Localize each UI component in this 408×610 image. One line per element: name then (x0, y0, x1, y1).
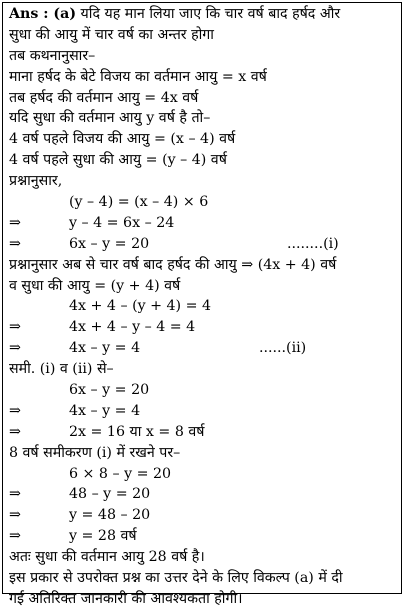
implies-arrow: ⇒ (9, 340, 21, 357)
equation-line (9, 505, 397, 526)
equation-line (9, 234, 397, 255)
text-line: 4 वर्ष पहले विजय की आयु = (x – 4) वर्ष (9, 131, 236, 148)
implies-arrow: ⇒ (9, 486, 21, 503)
text-line: इस प्रकार से उपरोक्त प्रश्न का उत्तर देने के लिए विकल्प (a) में दी (9, 570, 343, 587)
text-line: माना हर्षद के बेटे विजय का वर्तमान आयु = x वर्ष (9, 68, 267, 85)
text-line: समी. (i) व (ii) से– (9, 361, 114, 378)
equation-line (9, 192, 397, 213)
text-line: सुधा की आयु में चार वर्ष का अन्तर होगा (9, 26, 214, 43)
equation-line (9, 317, 397, 338)
implies-arrow: ⇒ (9, 319, 21, 336)
text-line: गई अतिरिक्त जानकारी की आवश्यकता होगी। (9, 590, 243, 607)
equation-line (9, 296, 397, 317)
equation-ref: ........(i) (287, 235, 339, 252)
text-line: अतः सुधा की वर्तमान आयु 28 वर्ष है। (9, 549, 205, 566)
equation: 4x – y = 4 (69, 340, 141, 357)
equation: 48 – y = 20 (69, 486, 151, 503)
text-line: 8 वर्ष समीकरण (i) में रखने पर– (9, 444, 181, 461)
implies-arrow: ⇒ (9, 214, 21, 231)
equation-line (9, 526, 397, 547)
equation: 6x – y = 20 (69, 235, 150, 252)
equation: y = 28 वर्ष (69, 528, 137, 545)
equation-line (9, 401, 397, 422)
text-line: व सुधा की आयु = (y + 4) वर्ष (9, 277, 181, 294)
equation: y = 48 – 20 (69, 507, 151, 524)
equation-ref: ......(ii) (259, 340, 307, 357)
text-line: प्रश्नानुसार, (9, 173, 63, 190)
equation-line (9, 422, 397, 443)
equation-line (9, 213, 397, 234)
equation-line (9, 380, 397, 401)
implies-arrow: ⇒ (9, 235, 21, 252)
answer-line (9, 4, 397, 25)
equation: 4x – y = 4 (69, 402, 141, 419)
answer-label: Ans : (a) (9, 6, 77, 22)
equation: 4x + 4 – (y + 4) = 4 (69, 298, 212, 315)
equation: 6 × 8 – y = 20 (69, 465, 172, 482)
text-line: प्रश्नानुसार अब से चार वर्ष बाद हर्षद की आयु ⇒ (4x + 4) वर्ष (9, 256, 337, 273)
equation-line (9, 464, 397, 485)
equation: 6x – y = 20 (69, 382, 150, 399)
text-line: तब कथनानुसार– (9, 47, 96, 64)
text-line: 4 वर्ष पहले सुधा की आयु = (y – 4) वर्ष (9, 152, 227, 169)
equation: (y – 4) = (x – 4) × 6 (69, 194, 209, 211)
equation-line (9, 338, 397, 359)
equation: y – 4 = 6x – 24 (69, 214, 175, 231)
implies-arrow: ⇒ (9, 528, 21, 545)
text-line: तब हर्षद की वर्तमान आयु = 4x वर्ष (9, 89, 199, 106)
text-line: यदि सुधा की वर्तमान आयु y वर्ष है तो– (9, 110, 211, 127)
equation-line (9, 484, 397, 505)
answer-text: यदि यह मान लिया जाए कि चार वर्ष बाद हर्षद और (76, 6, 341, 22)
implies-arrow: ⇒ (9, 423, 21, 440)
implies-arrow: ⇒ (9, 507, 21, 524)
equation: 4x + 4 – y – 4 = 4 (69, 319, 196, 336)
equation: 2x = 16 या x = 8 वर्ष (69, 423, 205, 440)
answer-box (2, 2, 402, 607)
implies-arrow: ⇒ (9, 402, 21, 419)
